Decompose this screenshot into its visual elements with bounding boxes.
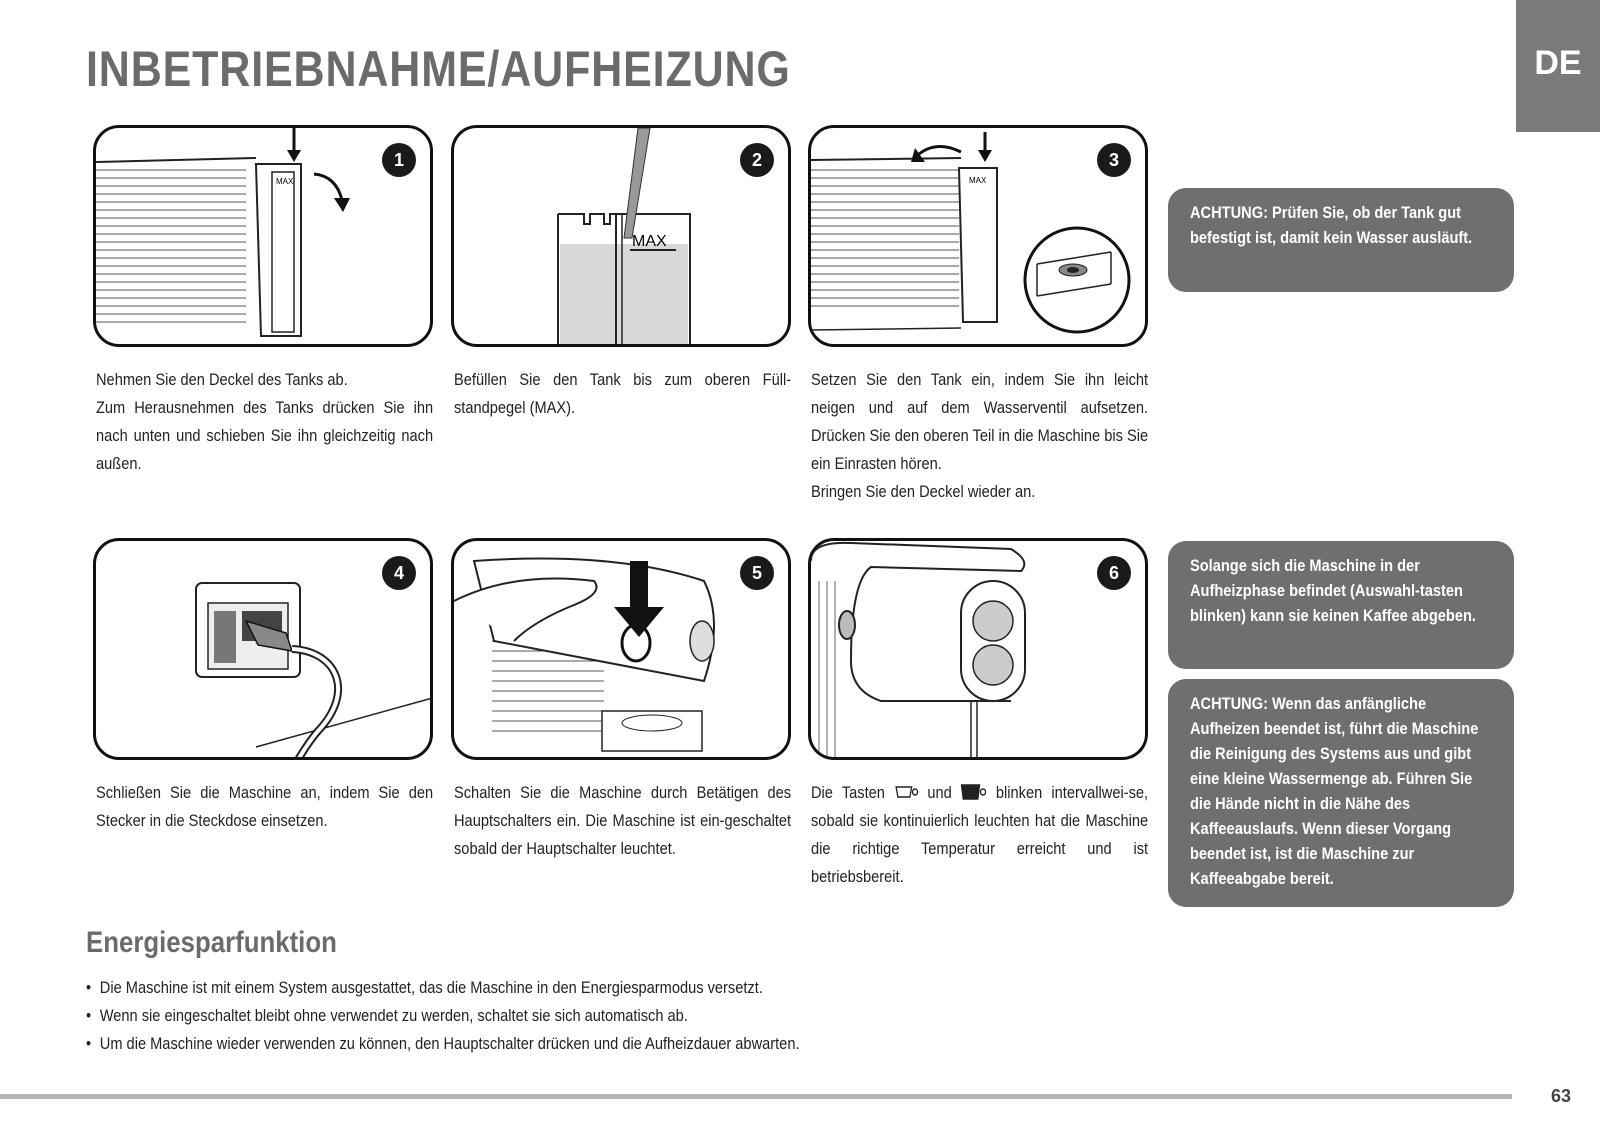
max-label-1: MAX: [276, 177, 294, 186]
max-label-3: MAX: [969, 176, 987, 185]
step-2-badge: 2: [740, 143, 774, 177]
step-1-caption: [96, 366, 434, 478]
step-4-caption: [96, 779, 434, 835]
step-6-text: [811, 779, 1148, 891]
energy-bullet-1: • Die Maschine ist mit einem System ausgestattet, das die Maschine in den Energiesparmodus versetzt.: [86, 974, 800, 1002]
step-4-text: Schließen Sie die Maschine an, indem Sie den Stecker in die Steckdose einsetzen.: [96, 783, 434, 830]
energy-bullet-2: • Wenn sie eingeschaltet bleibt ohne verwendet zu werden, schaltet sie sich automatisch ab.: [86, 1002, 800, 1030]
step-1-illustration: [93, 125, 433, 347]
step-3-badge: 3: [1097, 143, 1131, 177]
step-3-text-a: Setzen Sie den Tank ein, indem Sie ihn leicht neigen und auf dem Wasserventil aufsetzen. Drücken Sie den oberen Teil in die Maschine bis Sie ein Einrasten hören.: [811, 370, 1149, 473]
step-5-illustration: [451, 538, 791, 760]
footer-rule: [0, 1094, 1512, 1099]
step-3-text-b: Bringen Sie den Deckel wieder an.: [811, 482, 1036, 501]
step-2-text: Befüllen Sie den Tank bis zum oberen Füll-standpegel (MAX).: [454, 370, 792, 417]
step-2-illustration: [451, 125, 791, 347]
step-6-caption: [811, 779, 1149, 891]
step-6-text-after: blinken intervallwei-se, sobald sie kontinuierlich leuchten hat die Maschine die richtige Temperatur erreicht und ist betriebsbereit.: [811, 783, 1149, 886]
step-4-badge: 4: [382, 556, 416, 590]
step-6-badge: 6: [1097, 556, 1131, 590]
max-label-2: MAX: [632, 233, 667, 250]
large-cup-icon: [961, 784, 987, 800]
step-5-caption: [454, 779, 792, 863]
step-1-badge: 1: [382, 143, 416, 177]
step-6-text-middle: und: [927, 783, 952, 802]
step-3-caption: [811, 366, 1149, 506]
energy-bullet-3: • Um die Maschine wieder verwenden zu können, den Hauptschalter drücken und die Aufheizdauer abwarten.: [86, 1030, 800, 1058]
energy-section-title: Energiesparfunktion: [86, 926, 337, 959]
page-title: INBETRIEBNAHME/AUFHEIZUNG: [86, 41, 791, 97]
language-tab: DE: [1516, 0, 1600, 132]
step-2-caption: [454, 366, 792, 422]
step-4-illustration: [93, 538, 433, 760]
note-heating-phase: Solange sich die Maschine in der Aufheizphase befindet (Auswahl-tasten blinken) kann sie keinen Kaffee abgeben.: [1168, 541, 1514, 669]
step-1-text-a: Nehmen Sie den Deckel des Tanks ab.: [96, 370, 348, 389]
small-cup-icon: [894, 784, 918, 800]
step-5-badge: 5: [740, 556, 774, 590]
note-initial-rinse: ACHTUNG: Wenn das anfängliche Aufheizen beendet ist, führt die Maschine die Reinigung des Systems aus und gibt eine kleine Wassermenge ab. Führen Sie die Hände nicht in die Nähe des Kaffeeauslaufs. Wenn dieser Vorgang beendet ist, ist die Maschine zur Kaffeeabgabe bereit.: [1168, 679, 1514, 907]
step-1-text-b: Zum Herausnehmen des Tanks drücken Sie ihn nach unten und schieben Sie ihn gleichzeitig nach außen.: [96, 398, 434, 473]
step-6-text-before: Die Tasten: [811, 783, 885, 802]
note-tank-check: ACHTUNG: Prüfen Sie, ob der Tank gut befestigt ist, damit kein Wasser ausläuft.: [1168, 188, 1514, 292]
step-3-illustration: [808, 125, 1148, 347]
energy-bullets: [86, 974, 800, 1058]
page-number: 63: [1551, 1086, 1572, 1106]
step-6-illustration: [808, 538, 1148, 760]
step-5-text: Schalten Sie die Maschine durch Betätigen des Hauptschalters ein. Die Maschine ist ein-geschaltet sobald der Hauptschalter leuchtet.: [454, 783, 792, 858]
